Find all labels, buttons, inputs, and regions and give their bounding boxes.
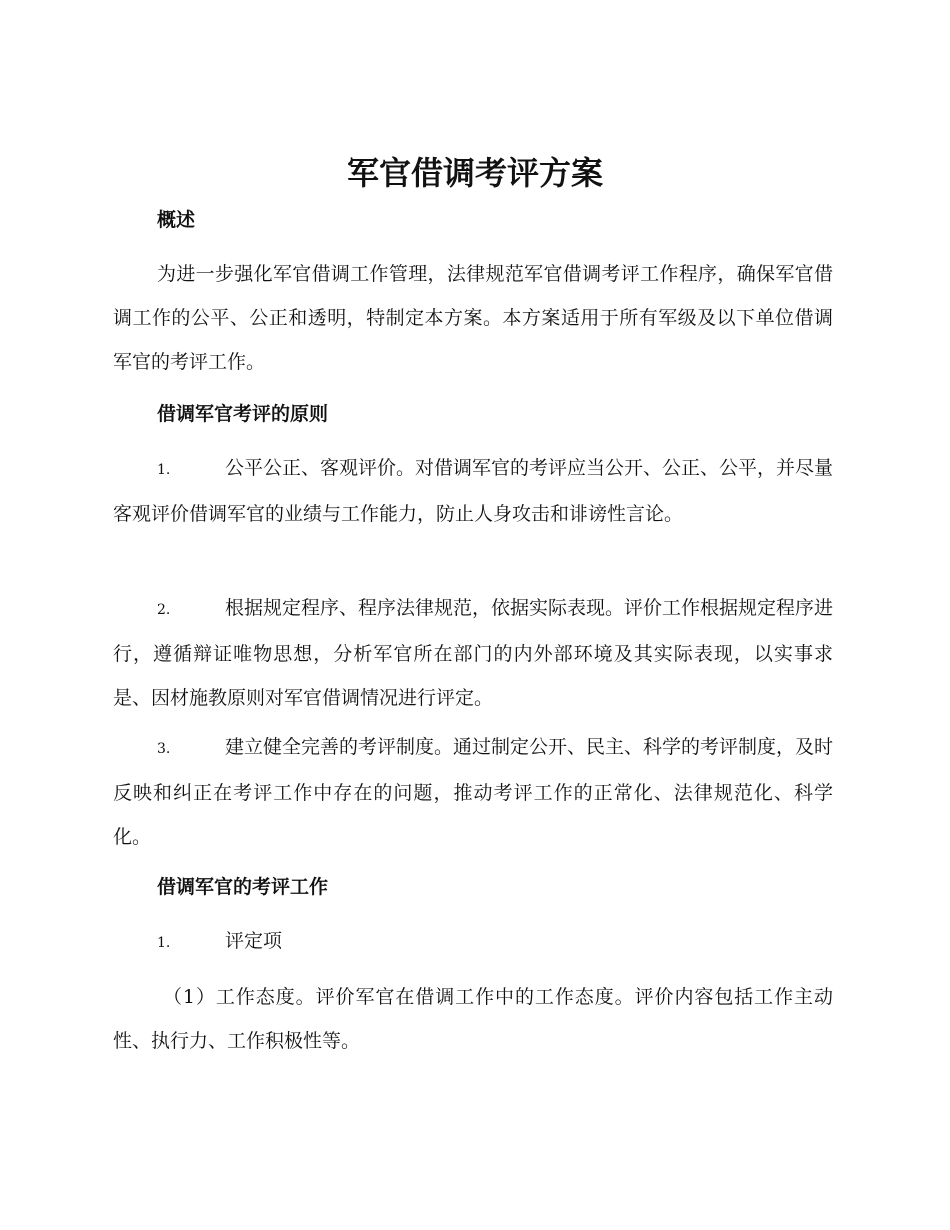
section-heading-overview: 概述 [157, 209, 196, 231]
overview-paragraph: 为进一步强化军官借调工作管理，法律规范军官借调考评工作程序，确保军官借调工作的公平、公正和透明，特制定本方案。本方案适用于所有军级及以下单位借调军官的考评工作。 [113, 263, 833, 373]
list-item-text: 根据规定程序、程序法律规范，依据实际表现。评价工作根据规定程序进行，遵循辩证唯物思想，分析军官所在部门的内外部环境及其实际表现，以实事求是、因材施教原则对军官借调情况进行评定。 [113, 597, 834, 709]
list-number: 3. [157, 741, 171, 757]
section-heading-work: 借调军官的考评工作 [157, 876, 329, 898]
document-title: 军官借调考评方案 [346, 154, 603, 192]
principle-item-2 [113, 586, 833, 720]
list-item-text: 评定项 [225, 930, 283, 952]
work-item-1 [113, 919, 833, 965]
section-heading-principles: 借调军官考评的原则 [157, 403, 329, 425]
principle-item-3 [113, 725, 833, 859]
list-number: 2. [157, 602, 171, 618]
list-item-text: 公平公正、客观评价。对借调军官的考评应当公开、公正、公平，并尽量客观评价借调军官的业绩与工作能力，防止人身攻击和诽谤性言论。 [113, 457, 834, 525]
principle-item-1 [113, 446, 833, 536]
list-number: 1. [157, 935, 171, 951]
list-number: 1. [157, 462, 171, 478]
list-item-text: 建立健全完善的考评制度。通过制定公开、民主、科学的考评制度，及时反映和纠正在考评工作中存在的问题，推动考评工作的正常化、法律规范化、科学化。 [113, 736, 834, 848]
sub-item-paragraph: （1）工作态度。评价军官在借调工作中的工作态度。评价内容包括工作主动性、执行力、工作积极性等。 [113, 986, 833, 1052]
